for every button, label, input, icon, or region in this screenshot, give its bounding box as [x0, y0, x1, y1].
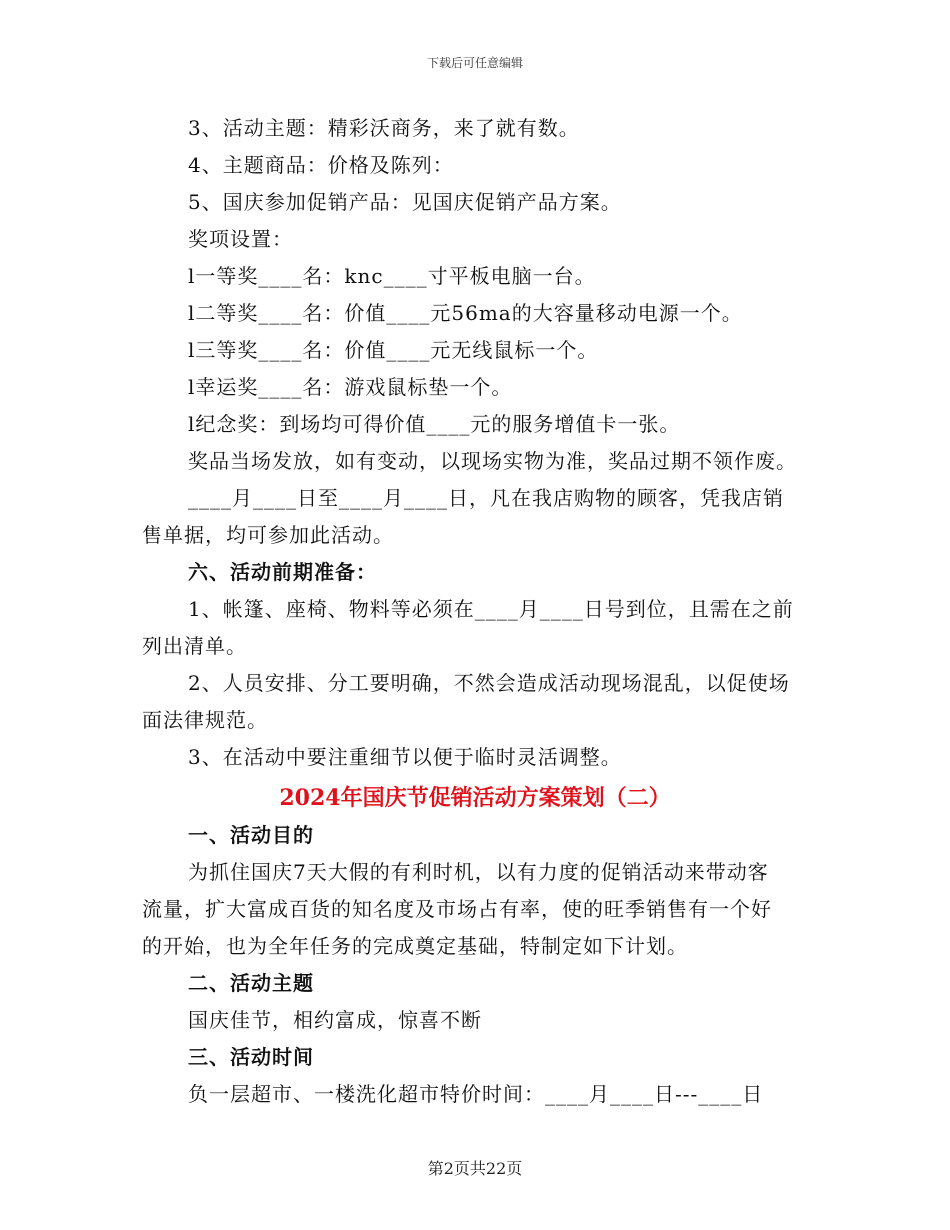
text-line: 4、主题商品：价格及陈列：	[188, 153, 454, 177]
text-line: 奖品当场发放，如有变动，以现场实物为准，奖品过期不领作废。	[188, 449, 797, 473]
text-line: 1、帐篷、座椅、物料等必须在____月____日号到位，且需在之前	[188, 597, 794, 621]
section-heading: 三、活动时间	[188, 1045, 314, 1069]
section-heading: 六、活动前期准备：	[188, 560, 377, 584]
text-line: 3、活动主题：精彩沃商务，来了就有数。	[188, 116, 580, 140]
text-line: 5、国庆参加促销产品：见国庆促销产品方案。	[188, 190, 622, 214]
text-line: l一等奖____名：knc____寸平板电脑一台。	[188, 264, 596, 288]
text-line: l幸运奖____名：游戏鼠标垫一个。	[188, 375, 513, 399]
text-line: l纪念奖：到场均可得价值____元的服务增值卡一张。	[188, 412, 681, 436]
text-line: 2、人员安排、分工要明确，不然会造成活动现场混乱，以促使场	[188, 671, 790, 695]
section-title: 2024年国庆节促销活动方案策划（二）	[279, 785, 671, 811]
text-line: 售单据，均可参加此活动。	[142, 523, 394, 547]
text-line: 奖项设置：	[188, 227, 293, 251]
text-line: 国庆佳节，相约富成，惊喜不断	[188, 1008, 482, 1032]
text-line: 为抓住国庆7天大假的有利时机，以有力度的促销活动来带动客	[188, 860, 769, 884]
section-heading: 一、活动目的	[188, 823, 314, 847]
text-line: 面法律规范。	[142, 708, 268, 732]
text-line: 负一层超市、一楼洗化超市特价时间：____月____日---____日	[188, 1082, 764, 1106]
page-header: 下载后可任意编辑	[426, 56, 523, 70]
text-line: 的开始，也为全年任务的完成奠定基础，特制定如下计划。	[142, 934, 688, 958]
text-line: l三等奖____名：价值____元无线鼠标一个。	[188, 338, 599, 362]
text-line: 列出清单。	[142, 634, 247, 658]
text-line: l二等奖____名：价值____元56ma的大容量移动电源一个。	[188, 301, 743, 325]
section-heading: 二、活动主题	[188, 971, 314, 995]
text-line: 3、在活动中要注重细节以便于临时灵活调整。	[188, 745, 622, 769]
text-line: ____月____日至____月____日，凡在我店购物的顾客，凭我店销	[188, 486, 784, 510]
page-footer: 第2页共22页	[427, 1159, 523, 1178]
text-line: 流量，扩大富成百货的知名度及市场占有率，使的旺季销售有一个好	[142, 897, 772, 921]
